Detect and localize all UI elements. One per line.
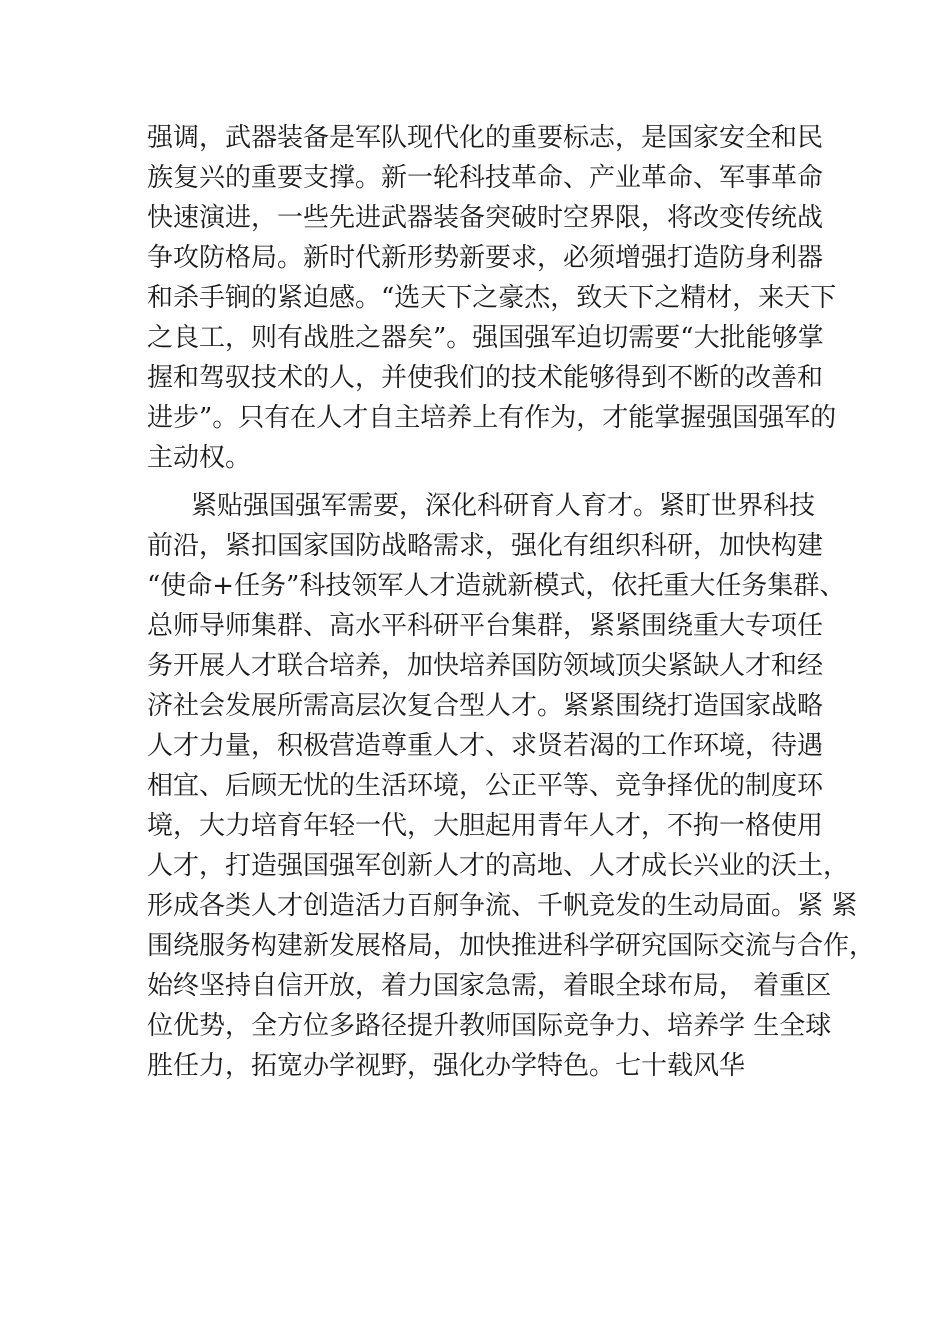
text-line: 握和驾驭技术的人，并使我们的技术能够得到不断的改善和 xyxy=(147,363,824,393)
text-line: 进步”。只有在人才自主培养上有作为，才能掌握强国强军的 xyxy=(147,403,837,433)
text-line: 人才，打造强国强军创新人才的高地、人才成长兴业的沃土， xyxy=(147,851,850,881)
text-line: 强调，武器装备是军队现代化的重要标志，是国家安全和民 xyxy=(147,123,824,153)
text-line: 主动权。 xyxy=(147,443,252,473)
text-line: 前沿，紧扣国家国防战略需求，强化有组织科研，加快构建 xyxy=(147,531,824,561)
text-line: 相宜、后顾无忧的生活环境，公正平等、竞争择优的制度环 xyxy=(147,771,824,801)
text-line: “使命+任务”科技领军人才造就新模式，依托重大任务集群、 xyxy=(147,571,846,601)
text-line: 争攻防格局。新时代新形势新要求，必须增强打造防身利器 xyxy=(147,243,824,273)
text-line: 境，大力培育年轻一代，大胆起用青年人才，不拘一格使用 xyxy=(147,811,824,841)
text-line: 和杀手锏的紧迫感。“选天下之豪杰，致天下之精材，来天下 xyxy=(147,283,837,313)
paragraph-gap xyxy=(147,478,847,486)
text-line: 务开展人才联合培养，加快培养国防领域顶尖紧缺人才和经 xyxy=(147,651,824,681)
text-line: 人才力量，积极营造尊重人才、求贤若渴的工作环境，待遇 xyxy=(147,731,824,761)
text-line: 紧贴强国强军需要，深化科研育人育才。紧盯世界科技 xyxy=(191,491,816,521)
text-line: 形成各类人才创造活力百舸争流、千帆竞发的生动局面。紧 紧 xyxy=(147,891,858,921)
text-line: 族复兴的重要支撑。新一轮科技革命、产业革命、军事革命 xyxy=(147,163,824,193)
text-line: 围绕服务构建新发展格局，加快推进科学研究国际交流与合作， xyxy=(147,931,876,961)
text-line: 胜任力，拓宽办学视野，强化办学特色。七十载风华 xyxy=(147,1051,746,1081)
paragraph-2 xyxy=(147,486,876,1086)
text-line: 总师导师集群、高水平科研平台集群，紧紧围绕重大专项任 xyxy=(147,611,824,641)
text-line: 之良工，则有战胜之器矣”。强国强军迫切需要“大批能够掌 xyxy=(147,323,824,353)
paragraph-1 xyxy=(147,118,847,478)
text-line: 始终坚持自信开放，着力国家急需，着眼全球布局， 着重区 xyxy=(147,971,832,1001)
text-line: 济社会发展所需高层次复合型人才。紧紧围绕打造国家战略 xyxy=(147,691,824,721)
body-text xyxy=(147,118,876,1086)
text-line: 快速演进，一些先进武器装备突破时空界限，将改变传统战 xyxy=(147,203,824,233)
text-line: 位优势，全方位多路径提升教师国际竞争力、培养学 生全球 xyxy=(147,1011,832,1041)
